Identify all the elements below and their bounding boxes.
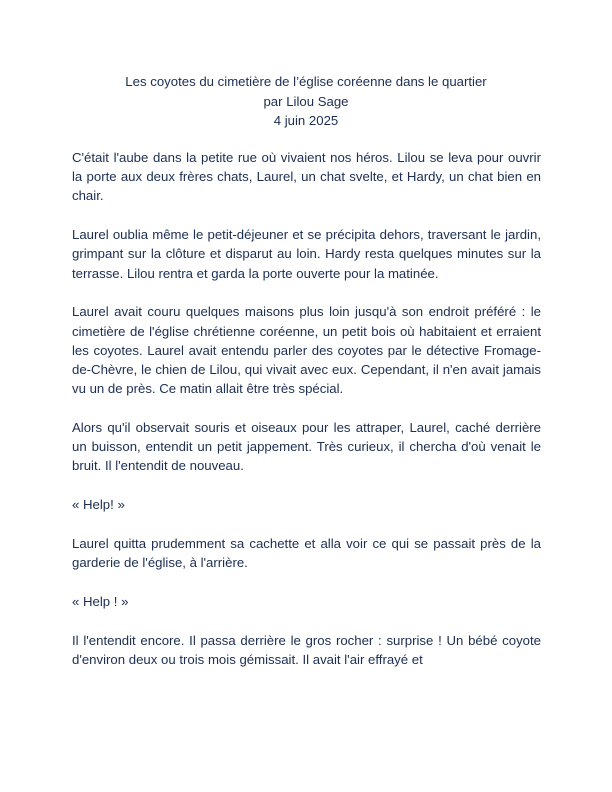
story-title: Les coyotes du cimetière de l’église coréenne dans le quartier <box>125 74 487 89</box>
paragraph: C'était l'aube dans la petite rue où vivaient nos héros. Lilou se leva pour ouvrir la porte aux deux frères chats, Laurel, un chat svelte, et Hardy, un chat bien en chair. <box>72 150 541 204</box>
paragraph: Il l'entendit encore. Il passa derrière le gros rocher : surprise ! Un bébé coyote d'environ deux ou trois mois gémissait. Il avait l'air effrayé et <box>72 632 541 668</box>
dialogue-line: « Help ! » <box>72 594 129 610</box>
paragraph: Laurel oublia même le petit-déjeuner et se précipita dehors, traversant le jardin, grimpant sur la clôture et disparut au loin. Hardy resta quelques minutes sur la terrasse. Lilou rentra et garda la porte ouverte pour la matinée. <box>72 227 541 281</box>
story-author: par Lilou Sage <box>263 93 349 109</box>
dialogue-line: « Help! » <box>72 497 125 513</box>
story-date: 4 juin 2025 <box>273 113 339 128</box>
story-body <box>72 148 541 689</box>
paragraph: Alors qu'il observait souris et oiseaux pour les attraper, Laurel, caché derrière un buisson, entendit un petit jappement. Très curieux, il chercha d'où venait le bruit. Il l'entendit de nouveau. <box>72 420 541 474</box>
story-header <box>72 72 540 131</box>
paragraph: Laurel quitta prudemment sa cachette et alla voir ce qui se passait près de la garderie de l'église, à l'arrière. <box>72 536 541 571</box>
paragraph: Laurel avait couru quelques maisons plus loin jusqu'à son endroit préféré : le cimetière de l'église chrétienne coréenne, un petit bois où habitaient et erraient les coyotes. Laurel avait entendu parler des coyotes par le détective Fromage-de-Chèvre, le chien de Lilou, qui vivait avec eux. Cependant, il n'en avait jamais vu un de près. Ce matin allait être très spécial. <box>72 304 541 397</box>
